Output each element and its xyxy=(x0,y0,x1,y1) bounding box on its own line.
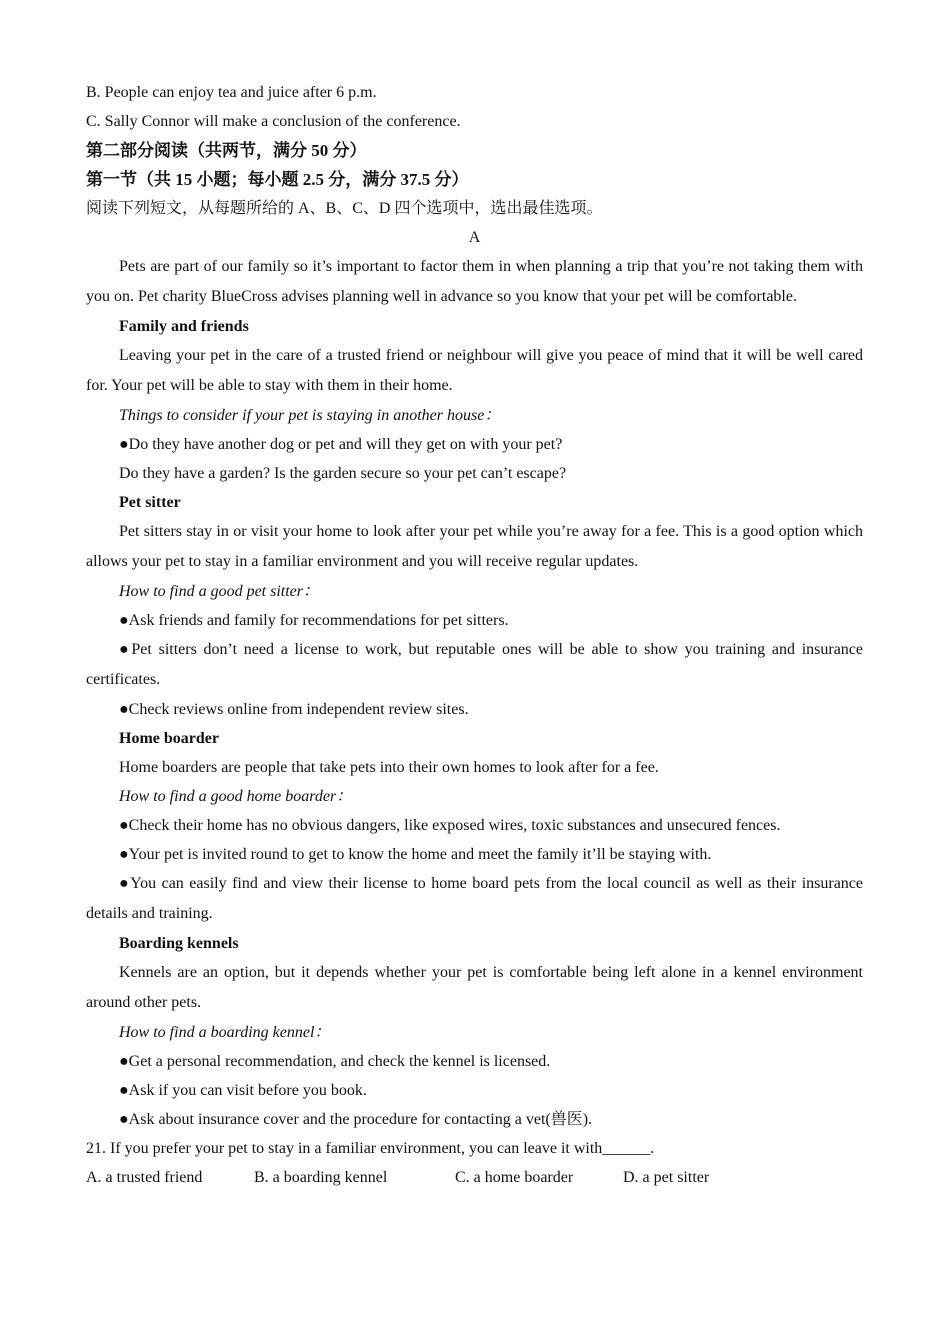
exam-page xyxy=(86,78,863,1192)
intro-paragraph: Pets are part of our family so it’s important to factor them in when planning a trip that you’re not taking them with you on. Pet charity BlueCross advises planning well in advance so you know that your pet will be comfortable. xyxy=(86,258,863,305)
kennels-bullet-3: ●Ask about insurance cover and the procedure for contacting a vet(兽医). xyxy=(119,1111,593,1128)
prev-option-c: C. Sally Connor will make a conclusion of the conference. xyxy=(86,113,461,130)
sitter-bullet-1: ●Ask friends and family for recommendations for pet sitters. xyxy=(119,612,509,629)
boarder-bullet-1: ●Check their home has no obvious dangers, like exposed wires, toxic substances and unsecured fences. xyxy=(119,817,781,834)
family-line-2: Do they have a garden? Is the garden secure so your pet can’t escape? xyxy=(119,465,567,482)
boarder-bullet-2: ●Your pet is invited round to get to know the home and meet the family it’ll be staying with. xyxy=(119,846,712,863)
sitter-bullet-3: ●Check reviews online from independent review sites. xyxy=(119,701,469,718)
sitter-heading: Pet sitter xyxy=(119,494,181,511)
boarder-bullet-3: ●You can easily find and view their license to home board pets from the local council as well as their insurance details and training. xyxy=(86,875,863,922)
question-21-stem: 21. If you prefer your pet to stay in a familiar environment, you can leave it with______. xyxy=(86,1140,655,1157)
sitter-bullet-2: ●Pet sitters don’t need a license to work, but reputable ones will be able to show you training and insurance certificates. xyxy=(86,641,863,688)
kennels-body: Kennels are an option, but it depends whether your pet is comfortable being left alone in a kennel environment around other pets. xyxy=(86,964,863,1011)
prev-option-b: B. People can enjoy tea and juice after 6 p.m. xyxy=(86,84,377,101)
family-heading: Family and friends xyxy=(119,318,249,335)
kennels-bullet-2: ●Ask if you can visit before you book. xyxy=(119,1082,367,1099)
sitter-subheading: How to find a good pet sitter： xyxy=(119,583,320,600)
part2-heading: 第二部分阅读（共两节，满分 50 分） xyxy=(86,141,367,160)
boarder-body: Home boarders are people that take pets into their own homes to look after for a fee. xyxy=(119,759,659,776)
option-b[interactable]: B. a boarding kennel xyxy=(254,1169,388,1186)
instructions: 阅读下列短文，从每题所给的 A、B、C、D 四个选项中，选出最佳选项。 xyxy=(86,200,603,217)
family-subheading: Things to consider if your pet is staying in another house： xyxy=(119,407,501,424)
kennels-bullet-1: ●Get a personal recommendation, and check the kennel is licensed. xyxy=(119,1053,551,1070)
option-a[interactable]: A. a trusted friend xyxy=(86,1169,203,1186)
question-21-options xyxy=(86,1163,863,1192)
boarder-heading: Home boarder xyxy=(119,730,219,747)
boarder-subheading: How to find a good home boarder： xyxy=(119,788,353,805)
kennels-heading: Boarding kennels xyxy=(119,935,239,952)
family-body: Leaving your pet in the care of a trusted friend or neighbour will give you peace of mind that it will be well cared for. Your pet will be able to stay with them in their home. xyxy=(86,347,863,394)
option-c[interactable]: C. a home boarder xyxy=(455,1169,574,1186)
kennels-subheading: How to find a boarding kennel： xyxy=(119,1024,331,1041)
passage-label: A xyxy=(468,229,481,246)
family-bullet-1: ●Do they have another dog or pet and will they get on with your pet? xyxy=(119,436,563,453)
section1-heading: 第一节（共 15 小题；每小题 2.5 分，满分 37.5 分） xyxy=(86,170,469,189)
sitter-body: Pet sitters stay in or visit your home to look after your pet while you’re away for a fee. This is a good option which allows your pet to stay in a familiar environment and you will receive regular updates. xyxy=(86,523,863,570)
option-d[interactable]: D. a pet sitter xyxy=(623,1169,710,1186)
